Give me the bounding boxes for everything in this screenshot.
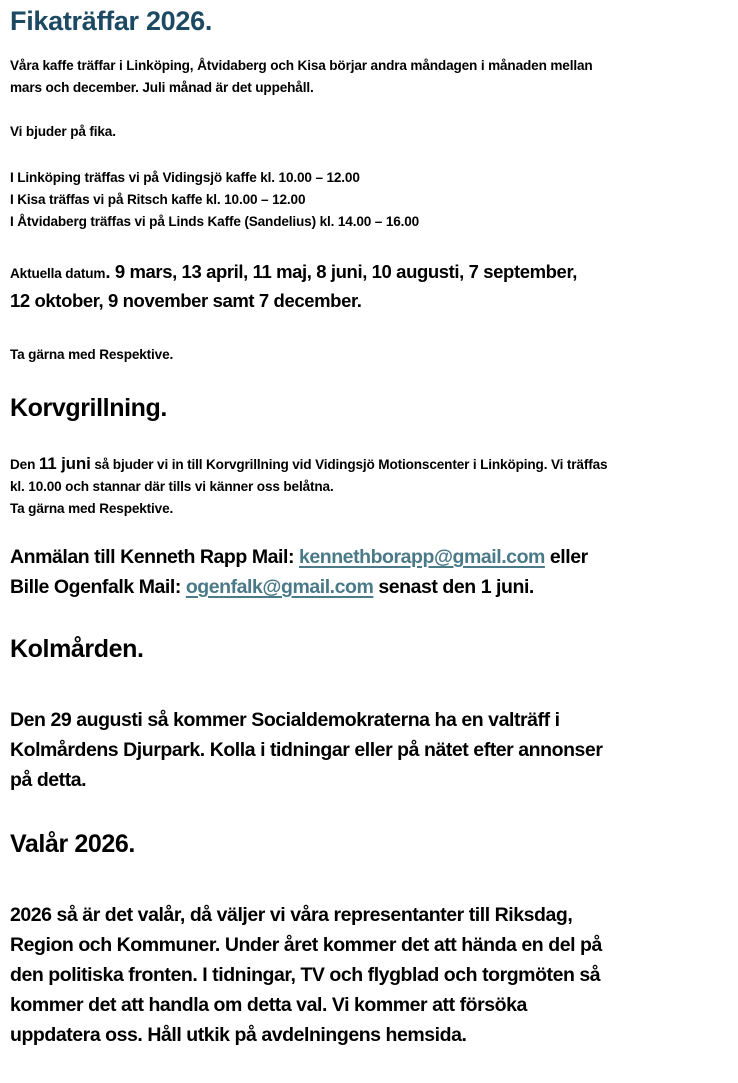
signup-line-1-suffix: eller [544, 546, 588, 568]
korv-line-1 [10, 451, 607, 478]
valar-title: Valår 2026. [10, 830, 135, 858]
kolmarden-title: Kolmården. [10, 635, 144, 663]
kolmarden-line-3: på detta. [10, 769, 87, 791]
fika-location-atvidaberg: I Åtvidaberg träffas vi på Linds Kaffe (Sandelius) kl. 14.00 – 16.00 [10, 214, 420, 229]
valar-line-2: Region och Kommuner. Under året kommer det att hända en del på [10, 934, 602, 956]
dates-list-part-1: . 9 mars, 13 april, 11 maj, 8 juni, 10 augusti, 7 september, [105, 261, 577, 282]
fika-location-kisa: I Kisa träffas vi på Ritsch kaffe kl. 10.00 – 12.00 [10, 192, 306, 207]
korv-line-1-rest: så bjuder vi in till Korvgrillning vid Vidingsjö Motionscenter i Linköping. Vi träffas [90, 457, 608, 472]
fika-intro-line-1: Våra kaffe träffar i Linköping, Åtvidaberg och Kisa börjar andra måndagen i månaden mellan [10, 58, 593, 73]
korv-line-2: kl. 10.00 och stannar där tills vi känner oss belåtna. [10, 479, 334, 494]
valar-line-5: uppdatera oss. Håll utkik på avdelningens hemsida. [10, 1024, 467, 1046]
korv-title: Korvgrillning. [10, 394, 167, 422]
valar-line-3: den politiska fronten. I tidningar, TV och flygblad och torgmöten så [10, 964, 601, 986]
signup-line-1-prefix: Anmälan till Kenneth Rapp Mail: [10, 546, 299, 568]
signup-line-2-prefix: Bille Ogenfalk Mail: [10, 576, 186, 598]
dates-label: Aktuella datum [10, 266, 106, 281]
fika-dates-line-2: 12 oktober, 9 november samt 7 december. [10, 290, 362, 311]
signup-line-1 [10, 543, 588, 573]
signup-line-2-suffix: senast den 1 juni. [373, 576, 534, 598]
fika-location-linkoping: I Linköping träffas vi på Vidingsjö kaffe kl. 10.00 – 12.00 [10, 170, 360, 185]
korv-partners: Ta gärna med Respektive. [10, 501, 174, 516]
fika-dates-line-1 [10, 258, 577, 288]
korv-line-1-prefix: Den [10, 457, 39, 472]
valar-line-4: kommer det att handla om detta val. Vi kommer att försöka [10, 994, 527, 1016]
fika-intro-line-2: mars och december. Juli månad är det uppehåll. [10, 80, 314, 95]
kolmarden-line-2: Kolmårdens Djurpark. Kolla i tidningar eller på nätet efter annonser [10, 739, 603, 761]
signup-line-2 [10, 573, 534, 603]
email-link-bille[interactable]: ogenfalk@gmail.com [185, 576, 374, 598]
valar-line-1: 2026 så är det valår, då väljer vi våra representanter till Riksdag, [10, 904, 573, 926]
kolmarden-line-1: Den 29 augusti så kommer Socialdemokraterna ha en valträff i [10, 709, 560, 731]
email-link-kenneth[interactable]: kennethborapp@gmail.com [298, 546, 545, 568]
fika-title: Fikaträffar 2026. [10, 6, 213, 36]
fika-offer: Vi bjuder på fika. [10, 124, 116, 139]
fika-partners: Ta gärna med Respektive. [10, 347, 174, 362]
korv-date: 11 juni [38, 454, 91, 473]
